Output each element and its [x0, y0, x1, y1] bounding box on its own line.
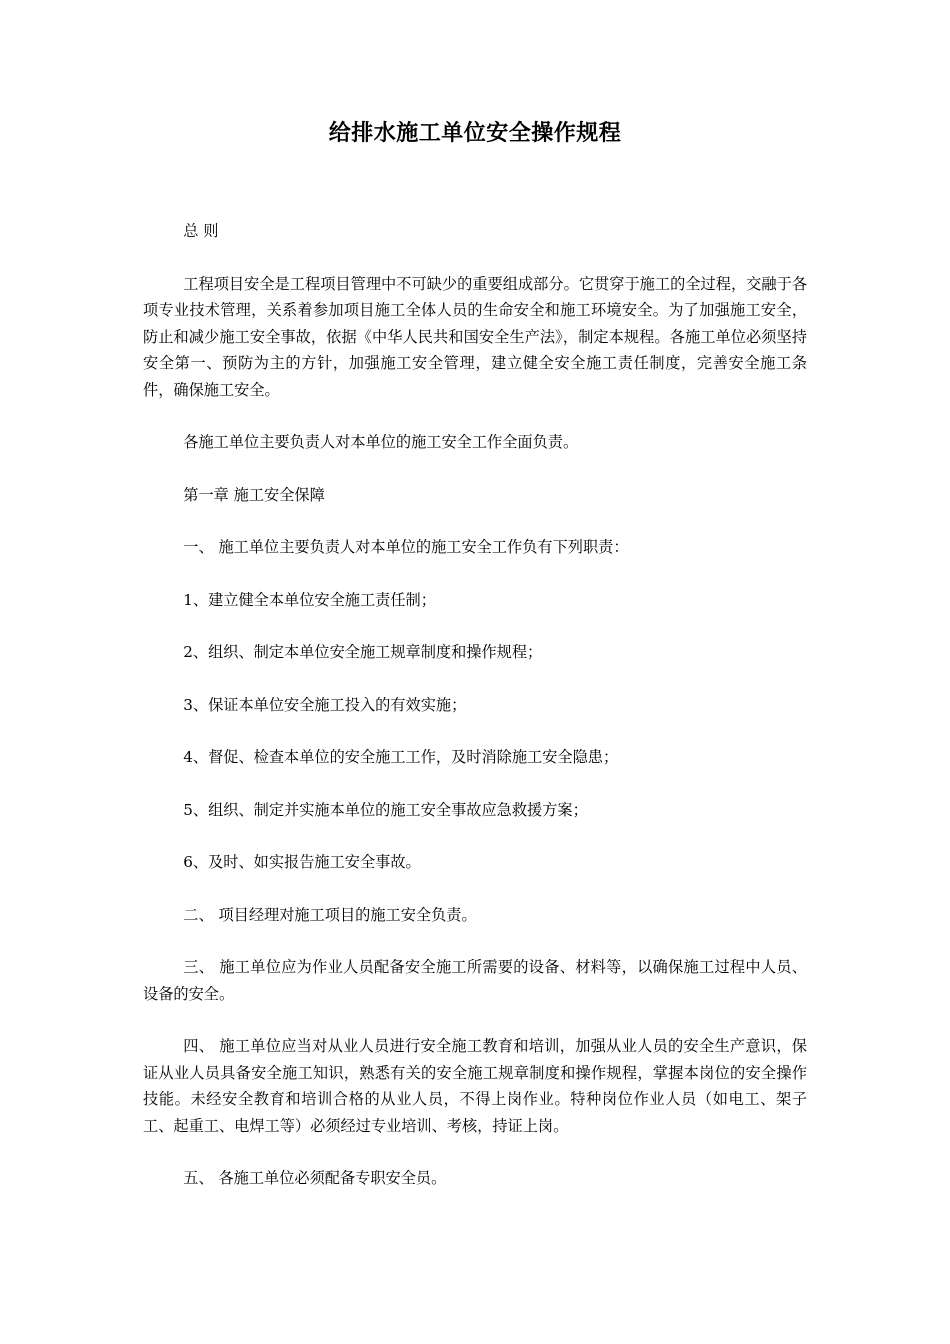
document-body	[143, 218, 807, 1218]
chapter-heading: 第一章 施工安全保障	[183, 485, 325, 504]
list-item: 2、组织、制定本单位安全施工规章制度和操作规程；	[183, 643, 543, 661]
article-one: 一、 施工单位主要负责人对本单位的施工安全工作负有下列职责：	[183, 538, 629, 556]
article-two: 二、 项目经理对施工项目的施工安全负责。	[183, 905, 477, 924]
list-item: 4、督促、检查本单位的安全施工工作，及时消除施工安全隐患；	[183, 748, 619, 766]
article-three: 三、 施工单位应为作业人员配备安全施工所需要的设备、材料等，以确保施工过程中人员、设备的安全。	[143, 958, 807, 1003]
responsibility-paragraph: 各施工单位主要负责人对本单位的施工安全工作全面负责。	[183, 433, 579, 451]
section-heading-general: 总 则	[183, 222, 219, 240]
list-item: 5、组织、制定并实施本单位的施工安全事故应急救援方案；	[183, 800, 588, 819]
list-item: 3、保证本单位安全施工投入的有效实施；	[183, 695, 467, 714]
article-four: 四、 施工单位应当对从业人员进行安全施工教育和培训，加强从业人员的安全生产意识，保证从业人员具备安全施工知识，熟悉有关的安全施工规章制度和操作规程，掌握本岗位的安全操作技能。未经安全教育和培训合格的从业人员，不得上岗作业。特种岗位作业人员（如电工、架子工、起重工、电焊工等）必须经过专业培训、考核，持证上岗。	[143, 1037, 807, 1135]
intro-paragraph: 工程项目安全是工程项目管理中不可缺少的重要组成部分。它贯穿于施工的全过程，交融于各项专业技术管理，关系着参加项目施工全体人员的生命安全和施工环境安全。为了加强施工安全，防止和减少施工安全事故，依据《中华人民共和国安全生产法》，制定本规程。各施工单位必须坚持安全第一、预防为主的方针，加强施工安全管理，建立健全安全施工责任制度，完善安全施工条件，确保施工安全。	[143, 274, 807, 399]
document-title: 给排水施工单位安全操作规程	[328, 121, 622, 146]
list-item: 1、建立健全本单位安全施工责任制；	[183, 590, 436, 609]
article-five: 五、 各施工单位必须配备专职安全员。	[183, 1169, 447, 1187]
list-item: 6、及时、如实报告施工安全事故。	[183, 853, 421, 871]
